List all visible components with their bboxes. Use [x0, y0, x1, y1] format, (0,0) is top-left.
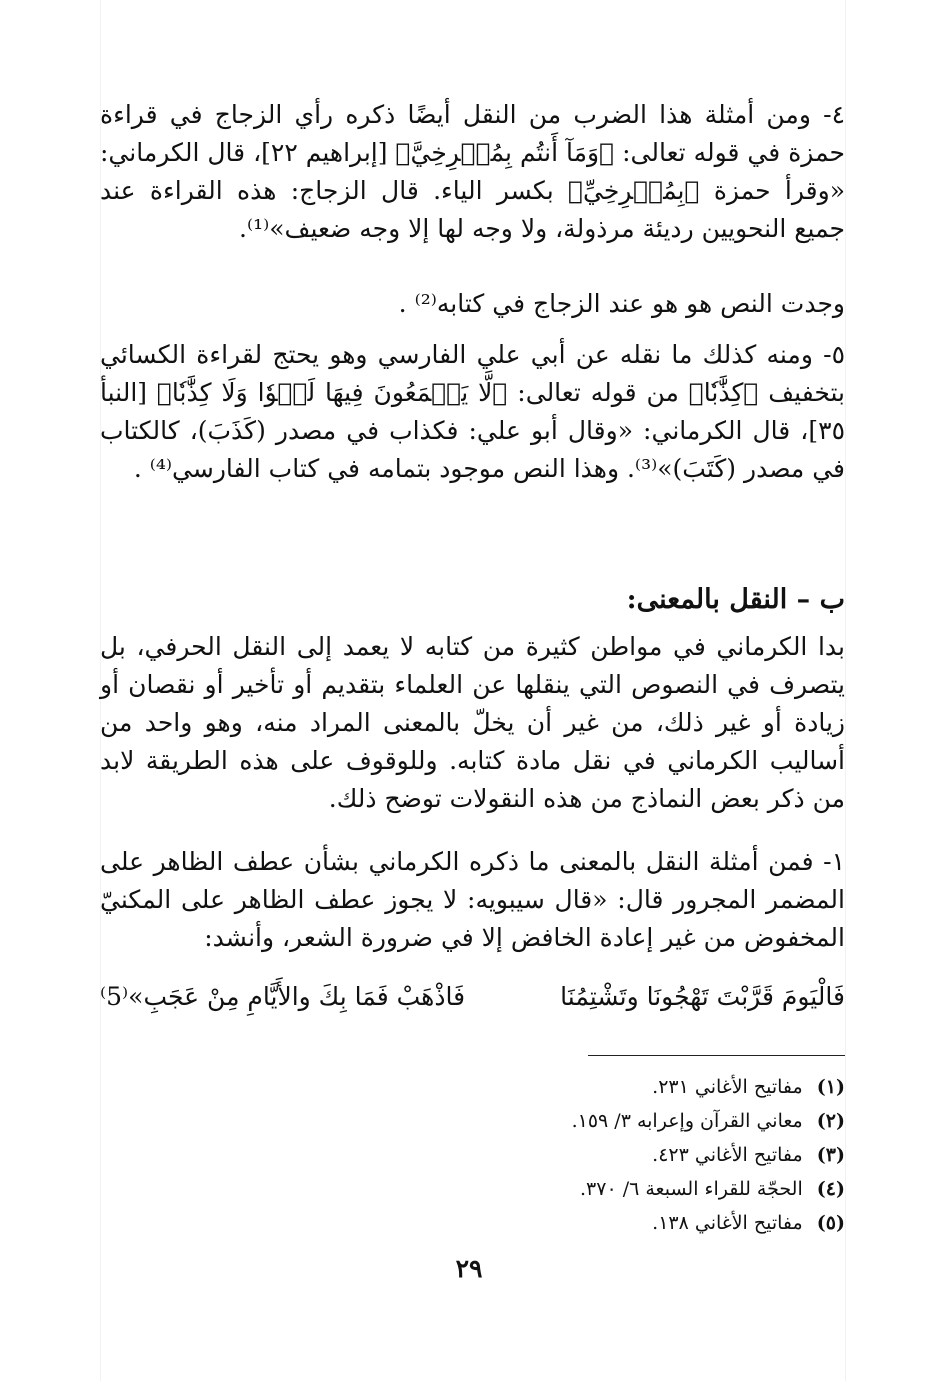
- footnote-item: [300, 1070, 845, 1104]
- footnotes: [300, 1070, 845, 1240]
- paragraph-5-farisi: ٥- ومنه كذلك ما نقله عن أبي علي الفارسي وهو يحتج لقراءة الكسائي بتخفيف ﴿كِذَّٰبٗا﴾ من قوله تعالى: ﴿لَّا يَسۡمَعُونَ فِيهَا لَغۡوٗا وَلَا كِذَّٰبٗا﴾ [النبأ ٣٥]، قال الكرماني: «وقال أبو علي: فكذاب في مصدر (كَذَبَ)، كالكتاب في مصدر (كَتَبَ)»⁽³⁾. وهذا النص موجود بتمامه في كتاب الفارسي⁽⁴⁾ .: [100, 340, 845, 483]
- paragraph-meaning-transfer: بدا الكرماني في مواطن كثيرة من كتابه لا يعمد إلى النقل الحرفي، بل يتصرف في النصوص التي ينقلها عن العلماء بتقديم أو تأخير أو نقصان أو زيادة أو غير ذلك، من غير أن يخلّ بالمعنى المراد منه، وهو واحد من أساليب الكرماني في نقل مادة كتابه. وللوقوف على هذه الطريقة لابد من ذكر بعض النماذج من هذه النقولات توضح ذلك.: [100, 632, 845, 813]
- footnote-item: [300, 1206, 845, 1240]
- footnote-number: (٤): [816, 1178, 845, 1200]
- footnote-number: (١): [816, 1076, 845, 1098]
- poetry-verse: [100, 976, 845, 1018]
- paragraph-source-note: وجدت النص هو هو عند الزجاج في كتابه⁽²⁾ .: [398, 289, 845, 318]
- section-heading: ب – النقل بالمعنى:: [626, 584, 845, 615]
- footnote-item: [300, 1172, 845, 1206]
- footnote-number: (٣): [816, 1144, 845, 1166]
- footnote-number: (٢): [816, 1110, 845, 1132]
- footnote-separator: [588, 1055, 845, 1056]
- footnote-number: (٥): [816, 1212, 845, 1234]
- footnote-text: مفاتيح الأغاني ١٣٨.: [652, 1212, 803, 1234]
- paragraph-1-sibawayh: ١- فمن أمثلة النقل بالمعنى ما ذكره الكرماني بشأن عطف الظاهر على المضمر المجرور قال: «قال سيبويه: لا يجوز عطف الظاهر على المكنيّ المخفوض من غير إعادة الخافض إلا في ضرورة الشعر، وأنشد:: [100, 847, 845, 952]
- paragraph-4-zajjaj: ٤- ومن أمثلة هذا الضرب من النقل أيضًا ذكره رأي الزجاج في قراءة حمزة في قوله تعالى: ﴿وَمَآ أَنتُم بِمُصۡرِخِيَّ﴾ [إبراهيم ٢٢]، قال الكرماني: «وقرأ حمزة ﴿بِمُصۡرِخِيِّ﴾ بكسر الياء. قال الزجاج: هذه القراءة عند جميع النحويين رديئة مرذولة، ولا وجه لها إلا وجه ضعيف»⁽¹⁾.: [100, 100, 846, 243]
- footnote-item: [300, 1138, 845, 1172]
- footnote-text: الحجّة للقراء السبعة ٦/ ٣٧٠.: [579, 1178, 803, 1200]
- right-margin-guide: [845, 0, 846, 1381]
- footnote-text: مفاتيح الأغاني ٢٣١.: [652, 1076, 803, 1098]
- verse-second-hemistich: فَاذْهَبْ فَمَا بِكَ والأَيَّامِ مِنْ عَجَبِ»⁽5⁾: [100, 982, 466, 1011]
- footnote-text: مفاتيح الأغاني ٤٢٣.: [652, 1144, 803, 1166]
- verse-first-hemistich: فَالْيَومَ قَرَّبْتَ تَهْجُونَا وتَشْتِمُنَا: [560, 982, 845, 1011]
- page-number: ٢٩: [455, 1254, 483, 1283]
- footnote-text: معاني القرآن وإعرابه ٣/ ١٥٩.: [571, 1110, 803, 1132]
- footnote-item: [300, 1104, 845, 1138]
